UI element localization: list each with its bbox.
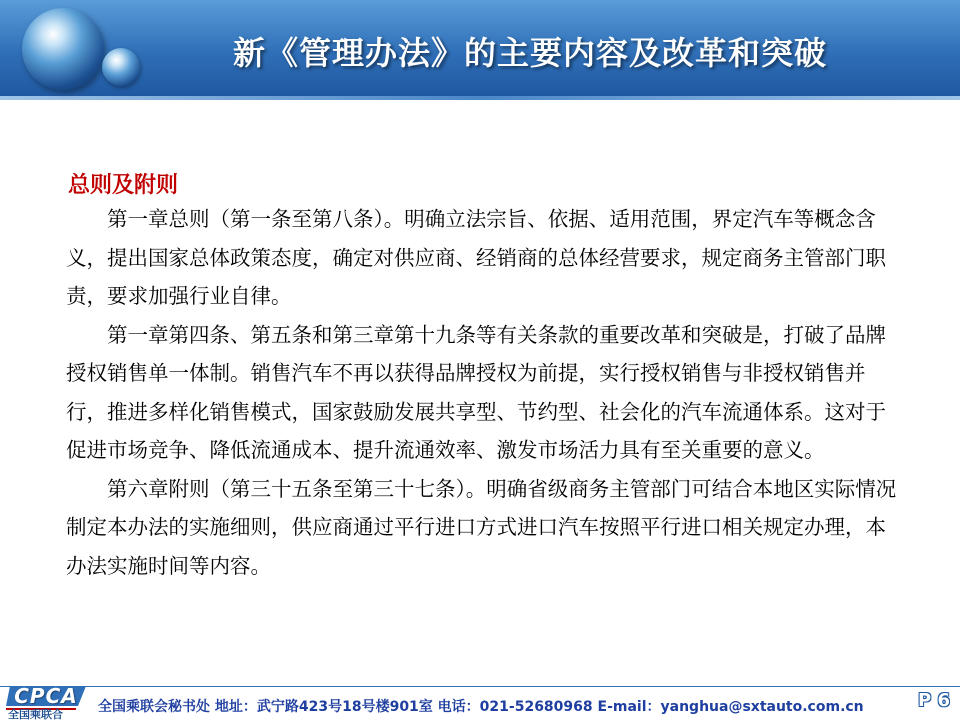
header-divider [0,96,960,100]
footer-divider [0,686,960,687]
paragraph-supplementary-provisions: 第六章附则（第三十五条至第三十七条）。明确省级商务主管部门可结合本地区实际情况制定本办法的实施细则，供应商通过平行进口方式进口汽车按照平行进口相关规定办理，本办法实施时间等内容。 [66,476,897,578]
cpca-logo-text: CPCA [14,684,78,708]
globe-small-icon [102,48,140,86]
footer-contact-info: 全国乘联会秘书处 地址：武宁路423号18号楼901室 电话：021-52680968 E-mail：yanghua@sxtauto.com.cn [98,699,864,715]
section-heading: 总则及附则 [68,172,179,198]
paragraph-reform-breakthrough: 第一章第四条、第五条和第三章第十九条等有关条款的重要改革和突破是，打破了品牌授权销售单一体制。销售汽车不再以获得品牌授权为前提，实行授权销售与非授权销售并行，推进多样化销售模式，国家鼓励发展共享型、节约型、社会化的汽车流通体系。这对于促进市场竞争、降低流通成本、提升流通效率、激发市场活力具有至关重要的意义。 [66,322,886,462]
globe-large-icon [22,8,104,90]
paragraph-general-provisions: 第一章总则（第一条至第八条）。明确立法宗旨、依据、适用范围，界定汽车等概念含义，提出国家总体政策态度，确定对供应商、经销商的总体经营要求，规定商务主管部门职责，要求加强行业自律。 [66,207,886,308]
slide-title: 新《管理办法》的主要内容及改革和突破 [232,34,827,72]
slide-body [66,200,906,585]
cpca-logo-subtext: 全国乘联合 [8,708,63,721]
page-number: P 6 [918,690,950,711]
